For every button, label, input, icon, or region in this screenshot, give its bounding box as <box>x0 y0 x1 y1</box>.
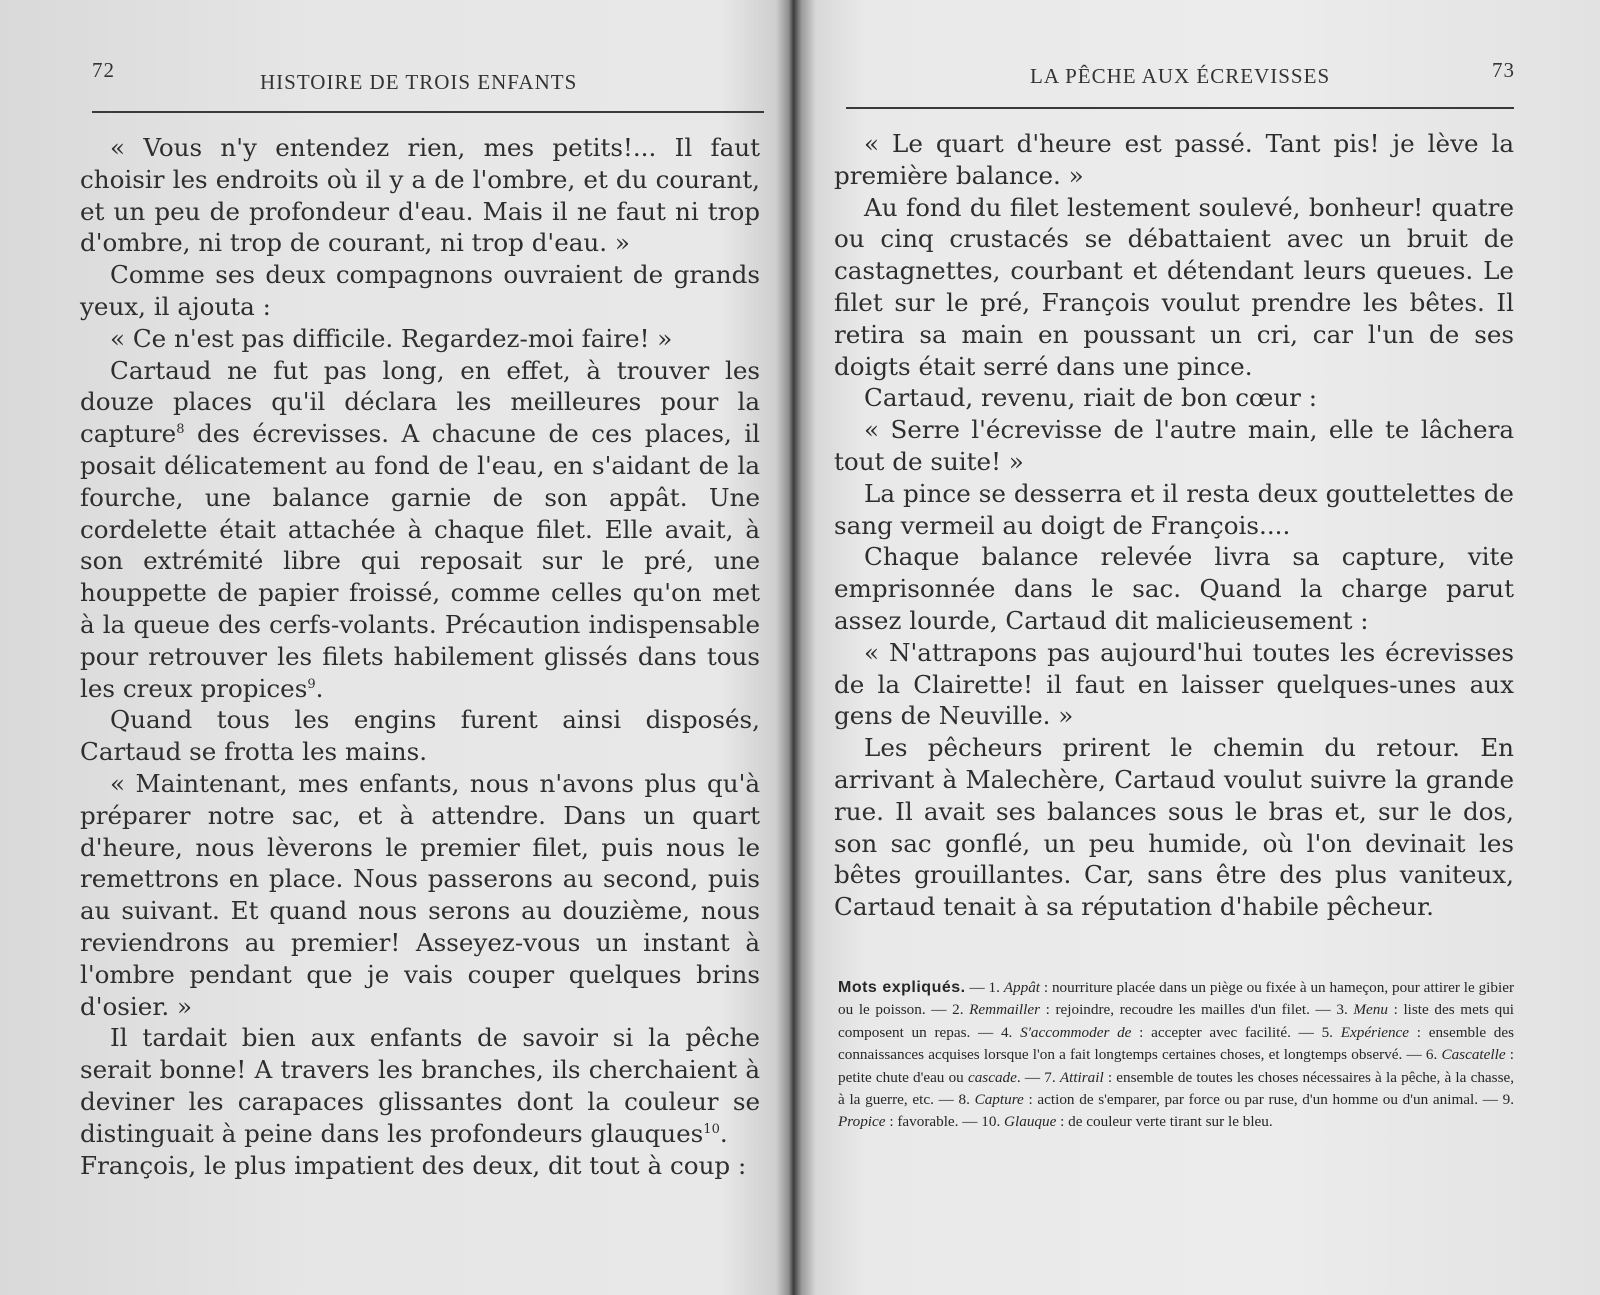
paragraph-text: des écrevisses. A chacune de ces places, il posait délicatement au fond de l'eau, en s'aidant de la fourche, une balance garnie de son appât. Une cordelette était attachée à chaque filet. Elle avait, à son extrémité libre qui reposait sur le pré, une houppette de papier froissé, comme celles qu'on met à la queue des cerfs-volants. Précaution indispensable pour retrouver les filets habilement glissés dans tous les creux propices <box>80 419 760 703</box>
note-8: — 8. Capture : action de s'emparer, par force ou par ruse, d'un homme ou d'un animal. <box>933 1091 1479 1109</box>
paragraph: « Le quart d'heure est passé. Tant pis! je lève la première balance. » <box>834 129 1514 190</box>
paragraph-text: Il tardait bien aux enfants de savoir si la pêche serait bonne! A travers les branches, ils cherchaient à deviner les carapaces glissantes dont la couleur se distinguait à peine dans les profondeurs glauques <box>80 1023 760 1148</box>
right-page <box>800 0 1600 1295</box>
paragraph <box>80 355 760 705</box>
note-4: — 4. S'accommoder de : accepter avec facilité. <box>970 1023 1291 1041</box>
note-2: — 2. Remmailler : rejoindre, recoudre les mailles d'un filet. <box>925 1001 1310 1019</box>
paragraph: « N'attrapons pas aujourd'hui toutes les écrevisses de la Clairette! il faut en laisser quelques-unes aux gens de Neuville. » <box>834 637 1514 731</box>
paragraph: La pince se desserra et il resta deux gouttelettes de sang vermeil au doigt de François.... <box>834 478 1514 540</box>
glossary-notes <box>838 977 1514 1134</box>
paragraph: Cartaud, revenu, riait de bon cœur : <box>864 383 1318 413</box>
header-rule <box>846 107 1514 109</box>
paragraph-text: . <box>315 673 324 703</box>
paragraph: « Vous n'y entendez rien, mes petits!... Il faut choisir les endroits où il y a de l'ombre, et du courant, et un peu de profondeur d'eau. Mais il ne faut ni trop d'ombre, ni trop de courant, ni trop d'eau. » <box>80 133 760 258</box>
page-body <box>834 128 1514 923</box>
note-9: — 9. Propice : favorable. <box>838 1091 1515 1131</box>
paragraph-text: . <box>719 1118 728 1148</box>
page-body <box>80 132 760 1181</box>
glossary-label: Mots expliqués. <box>838 979 966 996</box>
footnote-ref: 9 <box>307 676 316 692</box>
note-5: — 5. Expérience : ensemble des connaissances acquises lorsque l'on a fait longtemps certaines choses, et longtemps observé. <box>838 1023 1515 1064</box>
header-rule <box>92 111 764 113</box>
note-10: — 10. Glauque : de couleur verte tirant sur le bleu. <box>958 1113 1273 1131</box>
footnote-ref: 8 <box>176 421 185 437</box>
running-title: LA PÊCHE AUX ÉCREVISSES <box>1030 64 1331 88</box>
page-number: 73 <box>1492 58 1515 82</box>
left-page <box>0 0 790 1295</box>
paragraph: Chaque balance relevée livra sa capture, vite emprisonnée dans le sac. Quand la charge parut assez lourde, Cartaud dit malicieusement : <box>834 542 1514 635</box>
paragraph: François, le plus impatient des deux, dit tout à coup : <box>80 1150 747 1180</box>
note-7: — 7. Attirail : ensemble de toutes les choses nécessaires à la pêche, à la chasse, à la guerre, etc. <box>838 1068 1515 1109</box>
page-number: 72 <box>92 58 115 82</box>
paragraph: « Maintenant, mes enfants, nous n'avons plus qu'à préparer notre sac, et à attendre. Dans un quart d'heure, nous lèverons le premier filet, puis nous le remettrons en place. Nous passerons au second, puis au suivant. Et quand nous serons au douzième, nous reviendrons au premier! Asseyez-vous un instant à l'ombre pendant que je vais couper quelques brins d'osier. » <box>80 768 760 1021</box>
paragraph: Les pêcheurs prirent le chemin du retour. En arrivant à Malechère, Cartaud voulut suivre la grande rue. Il avait ses balances sous le bras et, sur le dos, son sac gonflé, un peu humide, où l'on devinait les bêtes grouillantes. Car, sans être des plus vaniteux, Cartaud tenait à sa réputation d'habile pêcheur. <box>834 733 1514 922</box>
paragraph <box>80 1022 760 1149</box>
running-title: HISTOIRE DE TROIS ENFANTS <box>260 70 578 94</box>
paragraph: Comme ses deux compagnons ouvraient de grands yeux, il ajouta : <box>80 260 760 321</box>
paragraph-text: Cartaud ne fut pas long, en effet, à trouver les douze places qu'il déclara les meilleures pour la capture <box>80 355 760 449</box>
note-1: — 1. Appât : nourriture placée dans un piège ou fixée à un hameçon, pour attirer le gibier ou le poisson. <box>838 979 1515 1019</box>
note-3: — 3. Menu : liste des mets qui composent un repas. <box>838 1001 1515 1041</box>
note-6: — 6. Cascatelle : petite chute d'eau ou cascade. <box>838 1046 1514 1086</box>
footnote-ref: 10 <box>703 1121 720 1137</box>
paragraph: Au fond du filet lestement soulevé, bonheur! quatre ou cinq crustacés se débattaient avec un bruit de castagnettes, courbant et détendant leurs queues. Le filet sur le pré, François voulut prendre les bêtes. Il retira sa main en poussant un cri, car l'un de ses doigts était serré dans une pince. <box>834 192 1514 381</box>
paragraph: « Serre l'écrevisse de l'autre main, elle te lâchera tout de suite! » <box>834 415 1514 476</box>
paragraph: Quand tous les engins furent ainsi disposés, Cartaud se frotta les mains. <box>80 705 760 767</box>
paragraph: « Ce n'est pas difficile. Regardez-moi faire! » <box>110 323 673 353</box>
